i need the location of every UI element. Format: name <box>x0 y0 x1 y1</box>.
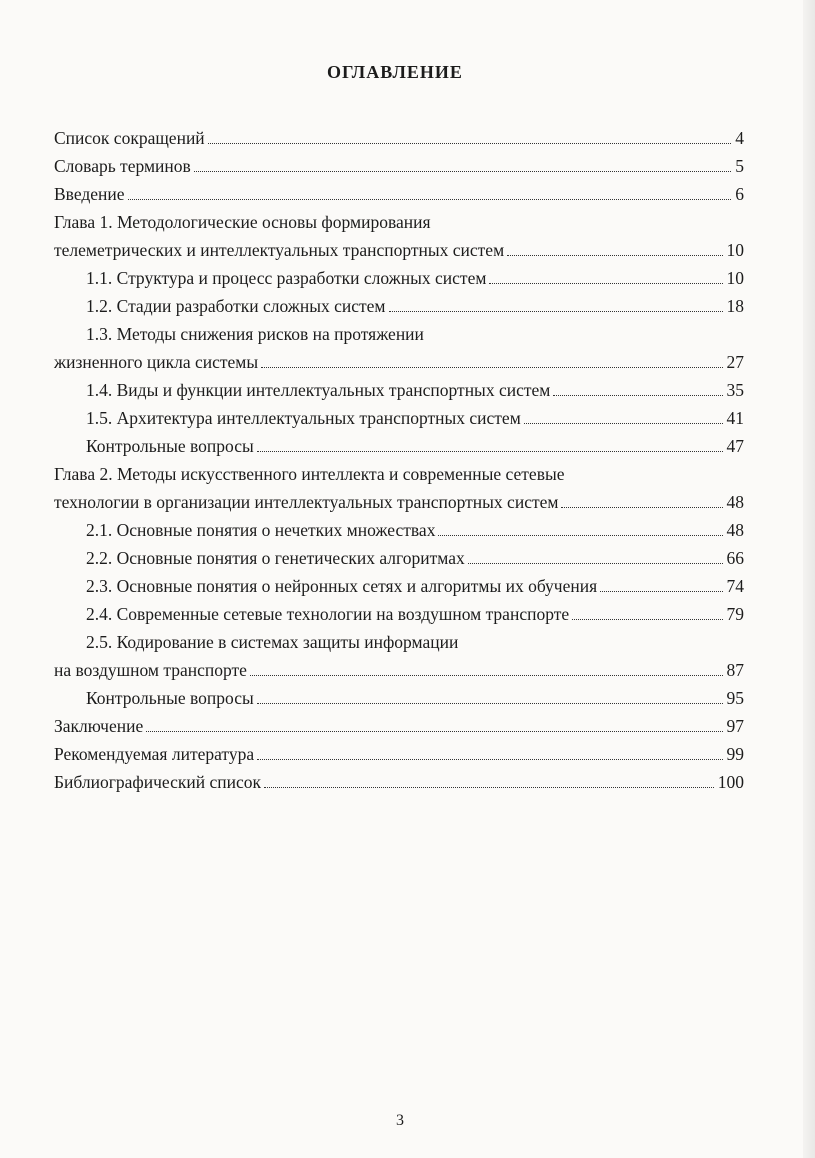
leader-dots <box>146 731 722 732</box>
toc-entry-bibliography[interactable] <box>54 768 744 796</box>
toc-entry-2-1[interactable] <box>54 516 744 544</box>
toc-entry-2-3[interactable] <box>54 572 744 600</box>
toc-entry-2-4[interactable] <box>54 600 744 628</box>
toc-page-number: 74 <box>726 576 744 596</box>
toc-entry-text: 2.3. Основные понятия о нейронных сетях и алгоритмы их обучения <box>86 576 598 596</box>
toc-entry-text: Контрольные вопросы <box>86 688 254 708</box>
toc-page-number: 100 <box>717 772 744 792</box>
toc-page-number: 48 <box>726 520 744 540</box>
toc-entry-glossary[interactable] <box>54 152 744 180</box>
toc-entry-text-line1: Глава 2. Методы искусственного интеллекта и современные сетевые <box>54 464 565 484</box>
toc-page-number: 47 <box>726 436 744 456</box>
leader-dots <box>208 143 732 144</box>
toc-entry-2-2[interactable] <box>54 544 744 572</box>
toc-page-number: 41 <box>726 408 744 428</box>
toc-entry-chapter-2[interactable] <box>54 460 744 516</box>
toc-entry-1-3[interactable] <box>54 320 744 376</box>
leader-dots <box>250 675 723 676</box>
table-of-contents <box>54 124 744 796</box>
toc-page-number: 99 <box>726 744 744 764</box>
toc-entry-text: Введение <box>54 184 125 204</box>
toc-entry-text-line2: на воздушном транспорте <box>54 660 247 680</box>
leader-dots <box>261 367 722 368</box>
toc-entry-2-5[interactable] <box>54 628 744 684</box>
toc-page-number: 95 <box>726 688 744 708</box>
toc-page-number: 18 <box>726 296 744 316</box>
toc-entry-text: Рекомендуемая литература <box>54 744 255 764</box>
leader-dots <box>553 395 722 396</box>
toc-entry-1-1[interactable] <box>54 264 744 292</box>
toc-page-number: 4 <box>735 128 744 148</box>
leader-dots <box>194 171 731 172</box>
leader-dots <box>524 423 723 424</box>
toc-entry-recommended-literature[interactable] <box>54 740 744 768</box>
toc-entry-chapter-1[interactable] <box>54 208 744 264</box>
toc-entry-text: 1.5. Архитектура интеллектуальных транспортных систем <box>86 408 521 428</box>
leader-dots <box>257 703 723 704</box>
toc-entry-1-4[interactable] <box>54 376 744 404</box>
toc-page-number: 87 <box>726 660 744 680</box>
toc-page-number: 79 <box>726 604 744 624</box>
leader-dots <box>468 563 723 564</box>
leader-dots <box>507 255 722 256</box>
toc-entry-text: 1.2. Стадии разработки сложных систем <box>86 296 386 316</box>
page-edge <box>803 0 815 1158</box>
leader-dots <box>389 311 723 312</box>
toc-entry-conclusion[interactable] <box>54 712 744 740</box>
leader-dots <box>600 591 722 592</box>
toc-entry-text: Список сокращений <box>54 128 205 148</box>
toc-entry-text-line2: телеметрических и интеллектуальных транспортных систем <box>54 240 505 260</box>
toc-entry-text: 1.4. Виды и функции интеллектуальных транспортных систем <box>86 380 551 400</box>
toc-entry-text: Контрольные вопросы <box>86 436 254 456</box>
toc-entry-text: Заключение <box>54 716 144 736</box>
leader-dots <box>257 759 722 760</box>
toc-page-number: 97 <box>726 716 744 736</box>
toc-page-number: 48 <box>726 492 744 512</box>
leader-dots <box>489 283 722 284</box>
toc-entry-review-questions-2[interactable] <box>54 684 744 712</box>
toc-entry-abbreviations[interactable] <box>54 124 744 152</box>
toc-entry-text: 1.1. Структура и процесс разработки сложных систем <box>86 268 487 288</box>
leader-dots <box>264 787 714 788</box>
toc-page-number: 27 <box>726 352 744 372</box>
toc-entry-text-line1: Глава 1. Методологические основы формирования <box>54 212 431 232</box>
page-number: 3 <box>396 1112 404 1129</box>
toc-entry-text-line2: жизненного цикла системы <box>54 352 259 372</box>
toc-entry-review-questions-1[interactable] <box>54 432 744 460</box>
toc-page-number: 66 <box>726 548 744 568</box>
toc-entry-text-line1: 2.5. Кодирование в системах защиты информации <box>86 632 459 652</box>
toc-entry-text: 2.2. Основные понятия о генетических алгоритмах <box>86 548 465 568</box>
toc-entry-1-5[interactable] <box>54 404 744 432</box>
toc-page-number: 35 <box>726 380 744 400</box>
page-title: ОГЛАВЛЕНИЕ <box>327 62 463 82</box>
toc-entry-text-line1: 1.3. Методы снижения рисков на протяжении <box>86 324 424 344</box>
toc-page-number: 5 <box>735 156 744 176</box>
leader-dots <box>257 451 723 452</box>
toc-page-number: 6 <box>735 184 744 204</box>
toc-page-number: 10 <box>726 240 744 260</box>
toc-entry-text-line2: технологии в организации интеллектуальных транспортных систем <box>54 492 559 512</box>
leader-dots <box>572 619 722 620</box>
toc-entry-1-2[interactable] <box>54 292 744 320</box>
leader-dots <box>438 535 722 536</box>
toc-entry-text: 2.1. Основные понятия о нечетких множествах <box>86 520 436 540</box>
leader-dots <box>561 507 722 508</box>
toc-entry-text: 2.4. Современные сетевые технологии на воздушном транспорте <box>86 604 570 624</box>
toc-entry-introduction[interactable] <box>54 180 744 208</box>
toc-page-number: 10 <box>726 268 744 288</box>
toc-entry-text: Словарь терминов <box>54 156 191 176</box>
leader-dots <box>128 199 732 200</box>
toc-entry-text: Библиографический список <box>54 772 262 792</box>
